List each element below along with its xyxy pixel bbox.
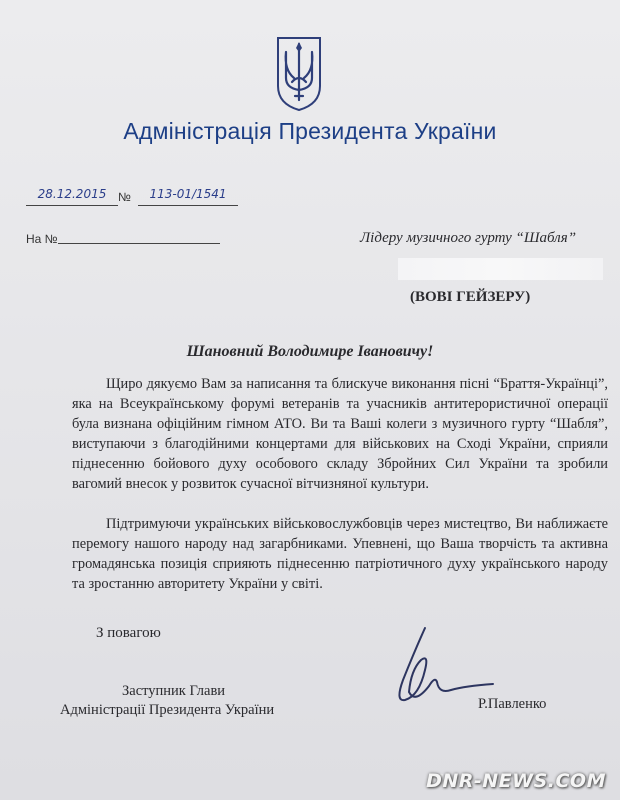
reference-date: 28.12.2015 (26, 185, 118, 206)
watermark: DNR-NEWS.COM (426, 770, 606, 792)
closing: З повагою (96, 625, 161, 641)
organization-title: Адміністрація Президента України (123, 118, 497, 144)
trident-emblem-icon (274, 34, 324, 112)
reply-to-line (58, 243, 220, 244)
recipient-role: Лідеру музичного гурту “Шабля” (360, 230, 577, 246)
signatory-title-line-2: Адміністрації Президента України (60, 702, 275, 718)
signatory-title-line-1: Заступник Глави (122, 683, 226, 699)
salutation: Шановний Володимире Івановичу! (186, 343, 434, 360)
reference-number: 113-01/1541 (138, 185, 238, 206)
body-paragraph-2: Підтримуючи українських військовослужбовців через мистецтво, Ви наближаєте перемогу нашого народу над загарбниками. Упевнені, що Ваша творчість та активна громадянська позиція сприяють піднесенню патріотичного духу українського народу та зростанню авторитету України у світі. (72, 516, 608, 592)
redacted-area (398, 258, 603, 280)
body-paragraph-1: Щиро дякуємо Вам за написання та блискуче виконання пісні “Браття-Українці”, яка на Всеукраїнському форумі ветеранів та учасників антитерористичної операції була визнана офіційним гімном АТО. Ви та Ваші колеги з музичного гурту “Шабля”, виступаючи з благодійними концертами для військових на Сході України, сприяли піднесенню бойового духу особового складу Збройних Сил України та зробили вагомий внесок у розвиток сучасної вітчизняної культури. (72, 376, 608, 492)
reference-number-label: № (118, 190, 131, 204)
recipient-name: (ВОВІ ГЕЙЗЕРУ) (410, 289, 531, 305)
reply-to-label: На № (26, 232, 58, 246)
signatory-name: Р.Павленко (478, 696, 547, 712)
